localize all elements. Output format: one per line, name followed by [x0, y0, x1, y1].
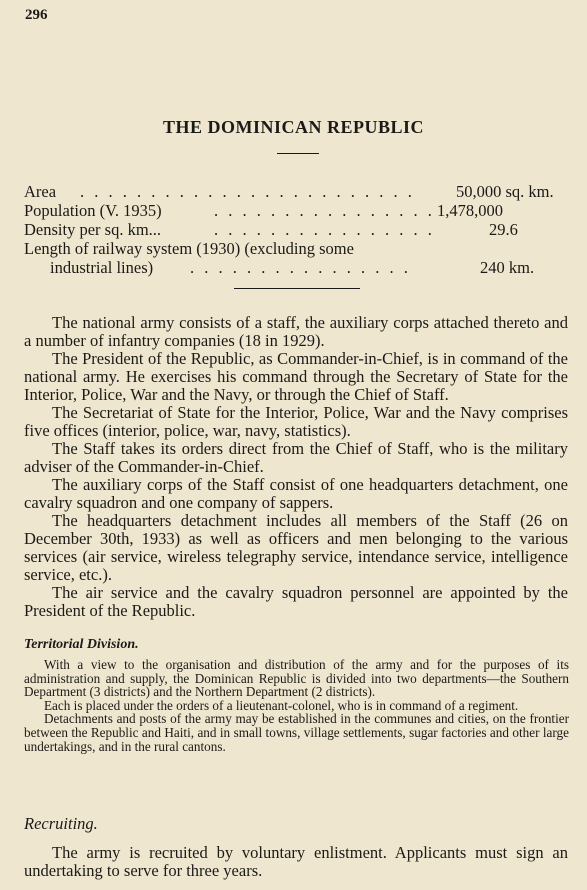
- stat-value: 50,000 sq. km.: [456, 182, 554, 201]
- stat-leader-dots: . . . . . . . . . . . . . . . . . . . . . . . .: [80, 182, 415, 201]
- stat-label-continuation: industrial lines): [50, 258, 154, 277]
- paragraph: With a view to the organisation and distribution of the army and for the purposes of its administration and supply, the Dominican Republic is divided into two departments—the Southern Department (3 districts) and the Northern Department (2 districts).: [24, 657, 569, 700]
- stat-row-density: [24, 220, 569, 239]
- stat-row-population: [24, 201, 569, 220]
- stat-label: Density per sq. km...: [24, 220, 162, 239]
- stat-label: Area: [24, 182, 57, 201]
- stat-row-area: [24, 182, 569, 201]
- section-divider: [234, 288, 360, 289]
- page-number: 296: [25, 7, 48, 23]
- territorial-text: [24, 658, 569, 753]
- title-divider: [277, 153, 319, 154]
- recruiting-text: [24, 844, 568, 880]
- stat-label: Population (V. 1935): [24, 201, 162, 220]
- section-heading-recruiting: Recruiting.: [24, 814, 98, 833]
- stat-value: 1,478,000: [437, 201, 503, 220]
- paragraph: The air service and the cavalry squadron personnel are appointed by the President of the Republic.: [24, 583, 568, 620]
- stat-leader-dots: . . . . . . . . . . . . . . . .: [214, 220, 435, 239]
- stat-value: 240 km.: [480, 258, 535, 277]
- paragraph: Detachments and posts of the army may be established in the communes and cities, on the frontier between the Republic and Haiti, and in small towns, village settlements, sugar factories and other large undertakings, and in the rural cantons.: [24, 711, 569, 754]
- paragraph: The national army consists of a staff, the auxiliary corps attached thereto and a number of infantry companies (18 in 1929).: [24, 313, 568, 350]
- paragraph: The army is recruited by voluntary enlistment. Applicants must sign an undertaking to serve for three years.: [24, 843, 568, 880]
- stat-leader-dots: . . . . . . . . . . . . . . . .: [214, 201, 435, 220]
- stat-leader-dots: . . . . . . . . . . . . . . . .: [190, 258, 411, 277]
- section-heading-territorial: Territorial Division.: [24, 637, 139, 652]
- paragraph: The headquarters detachment includes all members of the Staff (26 on December 30th, 1933) as well as officers and men belonging to the various services (air service, wireless telegraphy service, intendance service, intelligence service, etc.).: [24, 511, 568, 584]
- stat-value: 29.6: [489, 220, 518, 239]
- main-text: [24, 314, 568, 620]
- paragraph: The President of the Republic, as Commander-in-Chief, is in command of the national army. He exercises his command through the Secretary of State for the Interior, Police, War and the Navy, or through the Chief of Staff.: [24, 349, 568, 404]
- page-title: THE DOMINICAN REPUBLIC: [162, 117, 425, 137]
- paragraph: The Staff takes its orders direct from the Chief of Staff, who is the military adviser of the Commander-in-Chief.: [24, 439, 568, 476]
- stat-row-railway-continued: [24, 258, 569, 277]
- stat-row-railway: [24, 239, 569, 258]
- paragraph: The Secretariat of State for the Interior, Police, War and the Navy comprises five offices (interior, police, war, navy, statistics).: [24, 403, 568, 440]
- paragraph: The auxiliary corps of the Staff consist of one headquarters detachment, one cavalry squadron and one company of sappers.: [24, 475, 568, 512]
- statistics-table: [24, 182, 569, 277]
- paragraph: Each is placed under the orders of a lieutenant-colonel, who is in command of a regiment.: [44, 697, 519, 713]
- stat-label: Length of railway system (1930) (excluding some: [24, 239, 354, 258]
